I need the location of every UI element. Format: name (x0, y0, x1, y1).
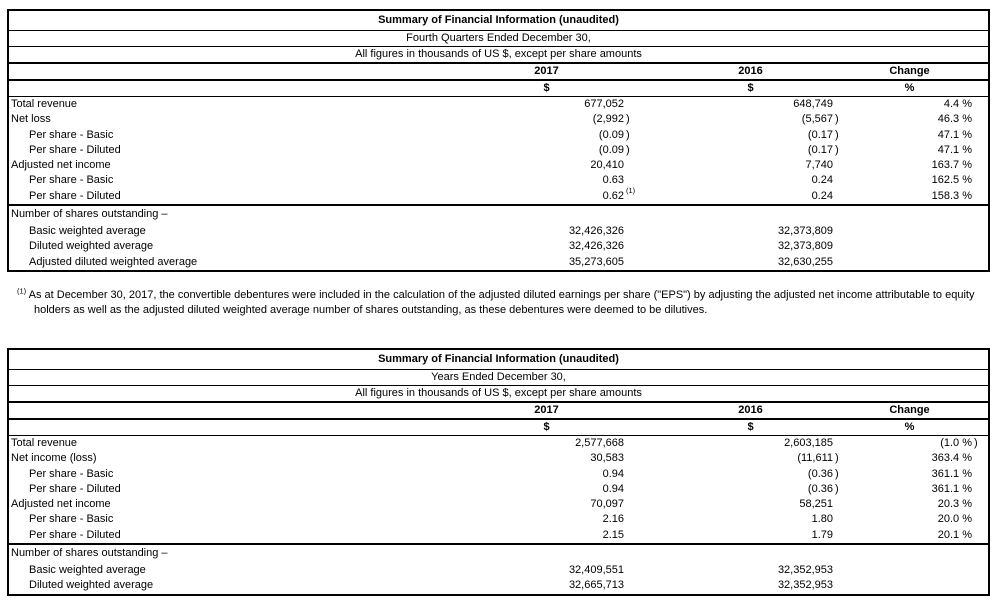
table-row (9, 112, 988, 127)
document-page (7, 9, 990, 596)
value-2017: 32,409,551 (568, 564, 624, 577)
suffix-2016: ) (835, 452, 839, 465)
footnote-text: As at December 30, 2017, the convertible debentures were included in the calculation of the adjusted diluted earnings per share ("EPS") by adjusting the adjusted net income attributable to equity holders as well as the adjusted diluted weighted average number of shares outstanding, as these debentures were deemed to be dilutives. (28, 288, 975, 316)
table-title: Summary of Financial Information (unaudited) (9, 350, 988, 370)
value-2017: 2.15 (602, 528, 624, 541)
value-2017: 2.16 (602, 513, 624, 526)
table-row (9, 451, 988, 466)
row-label: Adjusted diluted weighted average (29, 255, 198, 268)
currency-unit-row (9, 81, 988, 97)
value-2016: 32,373,809 (777, 240, 833, 253)
row-label: Per share - Diluted (29, 482, 121, 495)
table-title: Summary of Financial Information (unaudited) (9, 11, 988, 31)
value-2017: 32,426,326 (568, 240, 624, 253)
value-2017: 2,577,668 (575, 436, 624, 449)
value-2016: 0.24 (811, 174, 833, 187)
suffix-2016: ) (835, 143, 839, 156)
value-2016: 7,740 (805, 159, 833, 172)
suffix-2016: ) (835, 467, 839, 480)
table-row (9, 224, 988, 239)
value-2017: 32,426,326 (568, 225, 624, 238)
value-2016: 0.24 (811, 189, 833, 202)
column-header-change: Change (889, 403, 930, 416)
value-2017: 0.63 (602, 174, 624, 187)
value-change: 158.3 % (931, 189, 972, 202)
table-row (9, 528, 988, 543)
value-2016: 32,352,953 (777, 564, 833, 577)
row-label: Per share - Diluted (29, 528, 121, 541)
table-row (9, 578, 988, 593)
value-2016: (11,611 (797, 452, 833, 465)
column-header-row (9, 403, 988, 420)
value-change: 163.7 % (931, 159, 972, 172)
table-row (9, 173, 988, 188)
suffix-2017: ) (626, 128, 630, 141)
unit-percent-change: % (904, 82, 915, 94)
suffix-2016: ) (835, 128, 839, 141)
value-2016: (0.17 (807, 143, 833, 156)
unit-dollar-2016: $ (747, 420, 754, 433)
row-label: Per share - Basic (29, 128, 114, 141)
value-2017: (0.09 (598, 128, 624, 141)
value-2017: 677,052 (584, 98, 624, 110)
row-label: Diluted weighted average (29, 579, 154, 592)
value-2016: 32,630,255 (777, 255, 833, 268)
table-row (9, 97, 988, 112)
value-2017: 0.94 (602, 482, 624, 495)
value-2016: 58,251 (799, 498, 833, 511)
row-label: Net loss (11, 113, 51, 126)
row-label: Per share - Diluted (29, 189, 121, 202)
column-header-2017: 2017 (534, 403, 559, 416)
value-2017: 30,583 (590, 452, 624, 465)
footnote-ref: (1) (626, 186, 636, 196)
unit-percent-change: % (904, 420, 915, 433)
row-label: Per share - Basic (29, 513, 114, 526)
table-row (9, 128, 988, 143)
suffix-2017: ) (626, 143, 630, 156)
value-change: (1.0 % (940, 436, 972, 449)
table-units-note: All figures in thousands of US $, except per share amounts (9, 47, 988, 64)
suffix-2017 (624, 186, 638, 204)
suffix-2017: ) (626, 113, 630, 126)
table-row (9, 563, 988, 578)
value-2017: 20,410 (590, 159, 624, 172)
table-row (9, 436, 988, 451)
table-row (9, 543, 988, 563)
value-change: 47.1 % (937, 128, 972, 141)
table-row (9, 143, 988, 158)
table-row (9, 482, 988, 497)
unit-dollar-2017: $ (543, 420, 550, 433)
row-label: Per share - Basic (29, 174, 114, 187)
value-2017: 32,665,713 (568, 579, 624, 592)
column-header-2016: 2016 (738, 403, 763, 416)
suffix-change: ) (974, 436, 978, 449)
value-change: 20.3 % (937, 498, 972, 511)
unit-dollar-2016: $ (747, 82, 754, 94)
suffix-2016: ) (835, 482, 839, 495)
value-2016: 1.79 (811, 528, 833, 541)
value-2016: (5,567 (801, 113, 833, 126)
column-header-2017: 2017 (534, 65, 559, 77)
value-change: 20.1 % (937, 528, 972, 541)
table-row (9, 255, 988, 270)
value-2016: 1.80 (811, 513, 833, 526)
table-row (9, 158, 988, 173)
value-2016: (0.36 (807, 482, 833, 495)
value-2016: (0.17 (807, 128, 833, 141)
footnote-marker: (1) (17, 286, 27, 296)
quarterly-summary-table (7, 9, 990, 272)
table-row (9, 512, 988, 527)
value-2016: 32,373,809 (777, 225, 833, 238)
value-2016: 648,749 (793, 98, 833, 110)
table-units-note: All figures in thousands of US $, except per share amounts (9, 386, 988, 403)
table-row (9, 204, 988, 224)
annual-summary-table (7, 348, 990, 596)
value-change: 363.4 % (931, 452, 972, 465)
column-header-2016: 2016 (738, 65, 763, 77)
value-change: 361.1 % (931, 467, 972, 480)
section-label: Number of shares outstanding – (11, 547, 168, 560)
row-label: Per share - Basic (29, 467, 114, 480)
value-2016: 32,352,953 (777, 579, 833, 592)
value-change: 47.1 % (937, 143, 972, 156)
table-row (9, 186, 988, 204)
value-2016: (0.36 (807, 467, 833, 480)
table-row (9, 497, 988, 512)
row-label: Net income (loss) (11, 452, 97, 465)
section-label: Number of shares outstanding – (11, 208, 168, 221)
row-label: Per share - Diluted (29, 143, 121, 156)
row-label: Total revenue (11, 436, 78, 449)
row-label: Diluted weighted average (29, 240, 154, 253)
value-2017: 70,097 (590, 498, 624, 511)
value-2016: 2,603,185 (784, 436, 833, 449)
value-2017: (0.09 (598, 143, 624, 156)
row-label: Basic weighted average (29, 564, 146, 577)
table-row (9, 467, 988, 482)
suffix-2016: ) (835, 113, 839, 126)
table-period: Fourth Quarters Ended December 30, (9, 31, 988, 47)
value-change: 46.3 % (937, 113, 972, 126)
value-2017: 0.94 (602, 467, 624, 480)
footnote (17, 288, 1000, 318)
table-row (9, 239, 988, 254)
value-change: 4.4 % (943, 98, 972, 110)
row-label: Basic weighted average (29, 225, 146, 238)
row-label: Adjusted net income (11, 498, 111, 511)
value-2017: (2,992 (592, 113, 624, 126)
column-header-change: Change (889, 65, 930, 77)
row-label: Total revenue (11, 98, 78, 110)
row-label: Adjusted net income (11, 159, 111, 172)
column-header-row (9, 64, 988, 81)
value-change: 162.5 % (931, 174, 972, 187)
currency-unit-row (9, 420, 988, 436)
value-change: 361.1 % (931, 482, 972, 495)
table-period: Years Ended December 30, (9, 370, 988, 386)
value-2017: 35,273,605 (568, 255, 624, 268)
value-2017: 0.62 (602, 189, 624, 202)
unit-dollar-2017: $ (543, 82, 550, 94)
value-change: 20.0 % (937, 513, 972, 526)
